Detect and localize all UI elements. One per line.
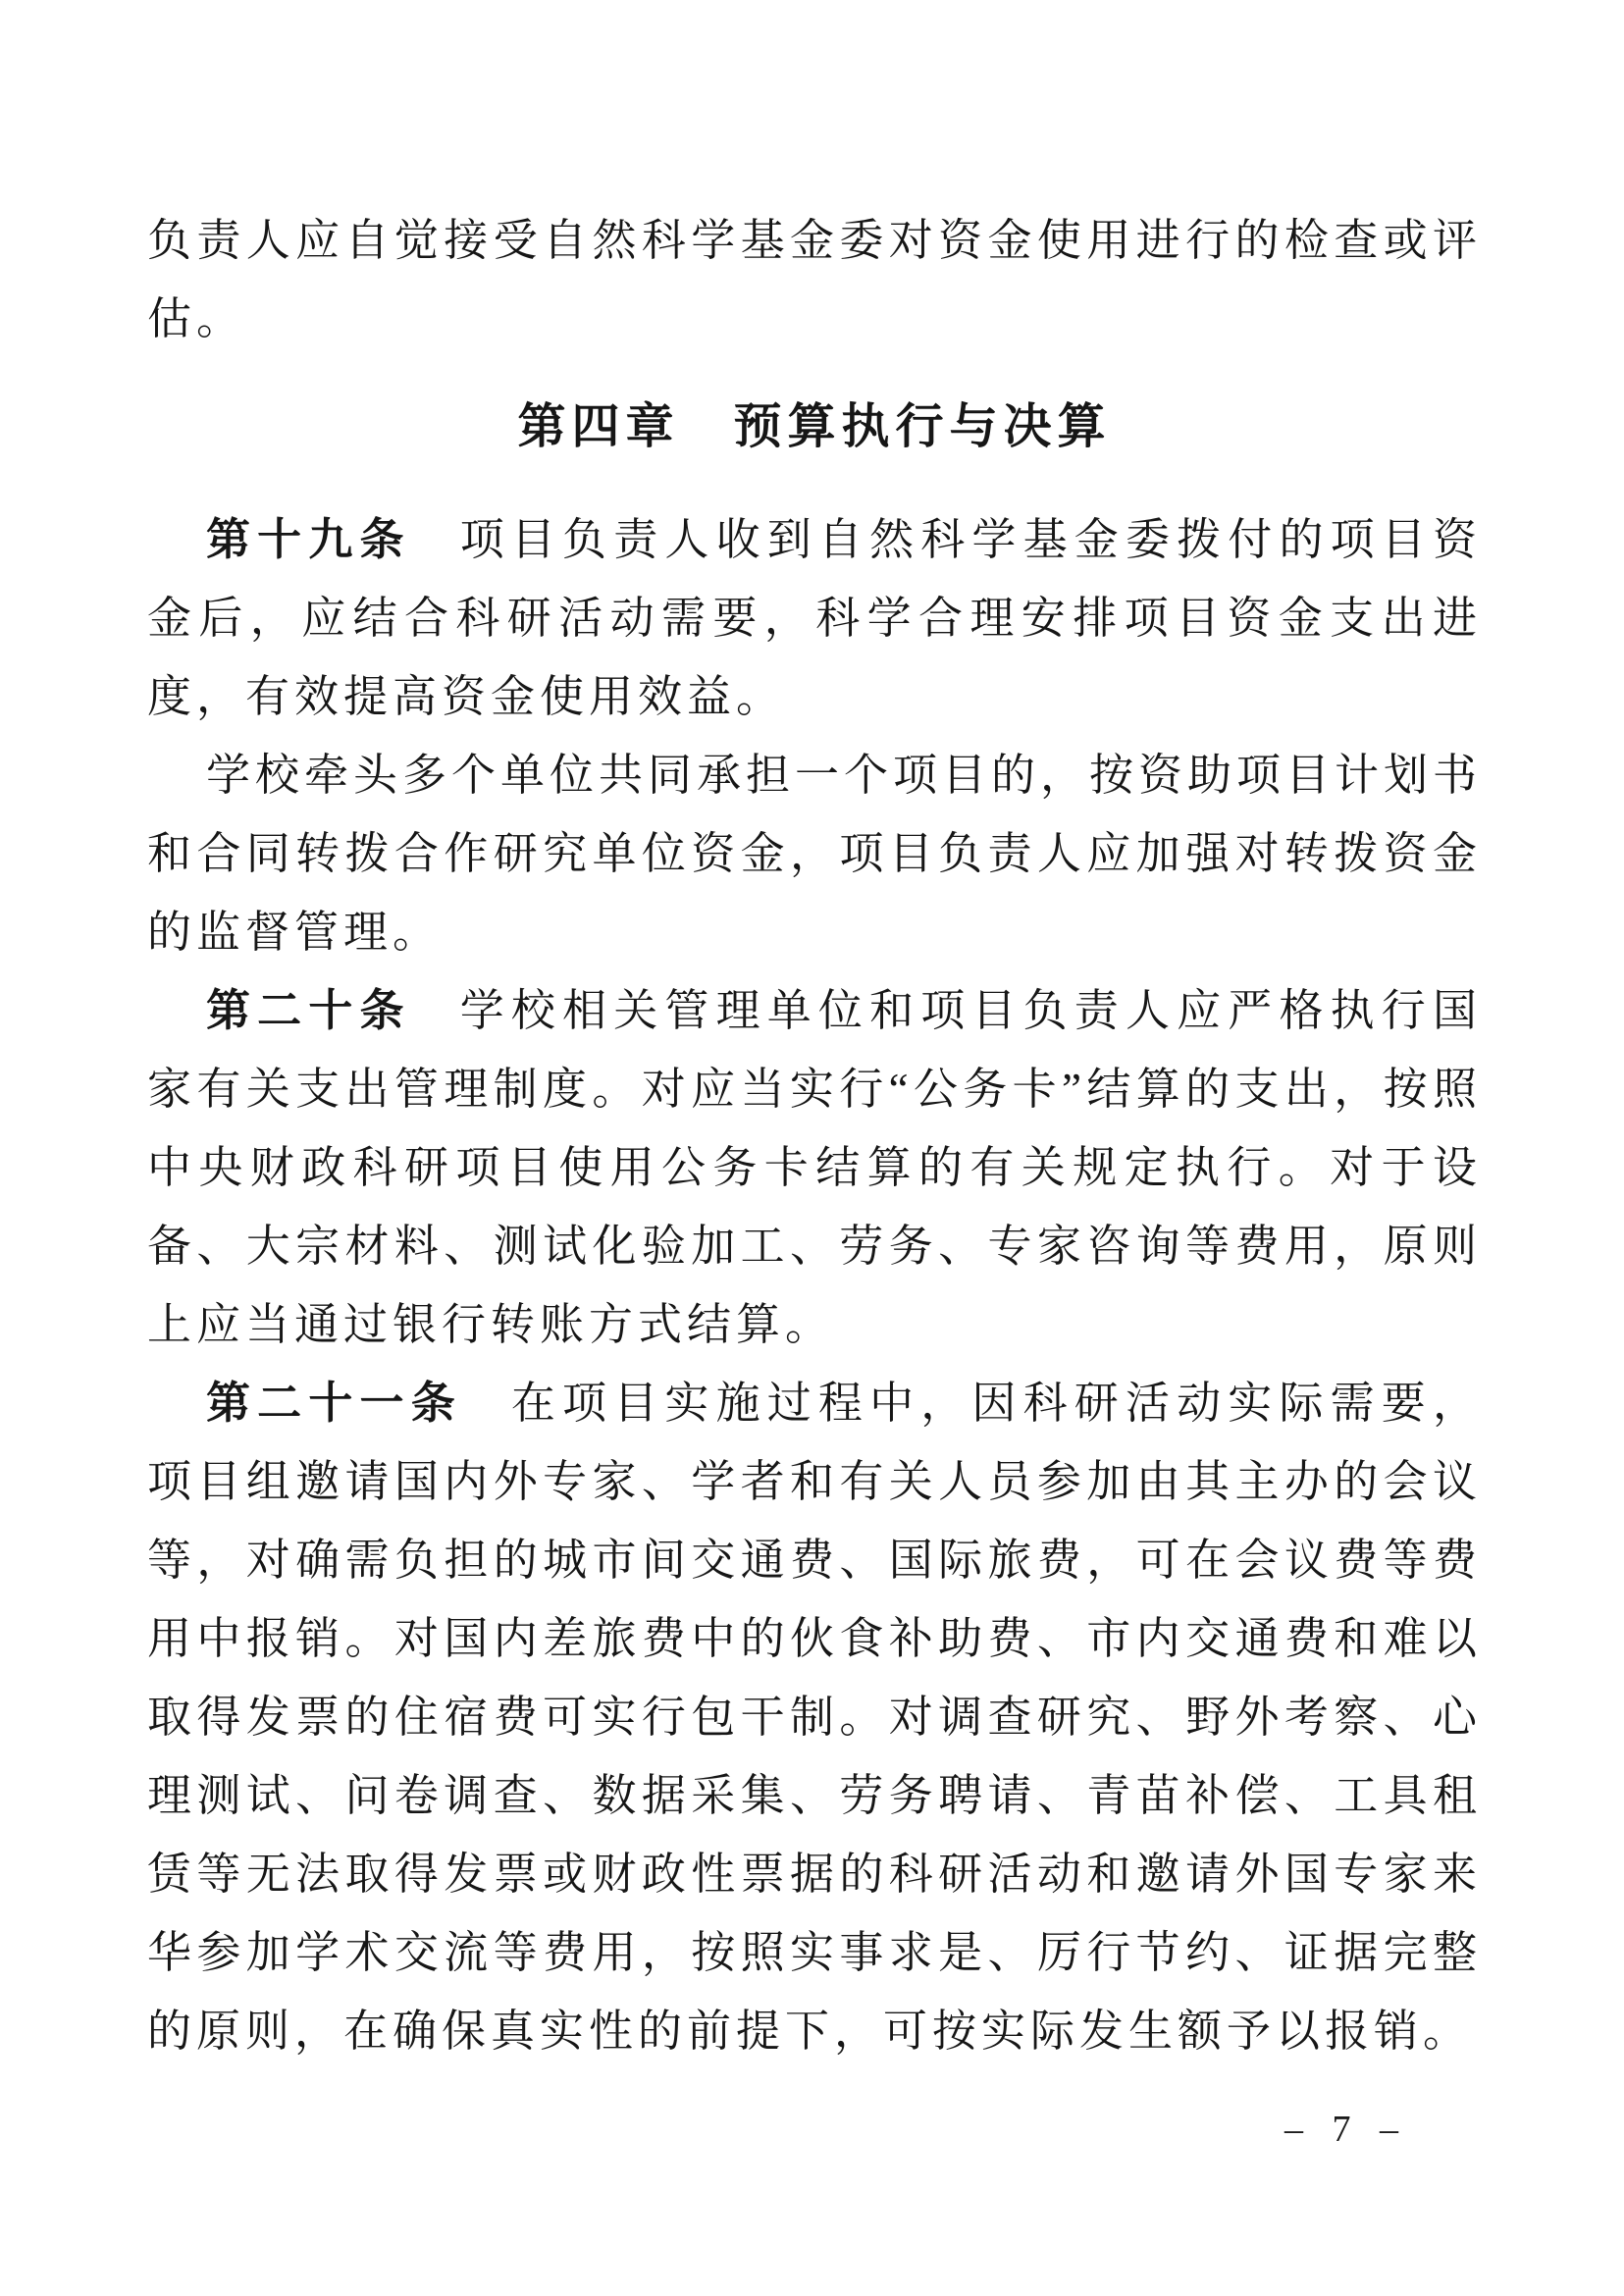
article-text-20: 学校相关管理单位和项目负责人应严格执行国家有关支出管理制度。对应当实行“公务卡”结算的支出，按照中央财政科研项目使用公务卡结算的有关规定执行。对于设备、大宗材料、测试化验加工、劳务、专家咨询等费用，原则上应当通过银行转账方式结算。 [147,986,1482,1349]
article-paragraph-21 [147,1364,1482,2070]
article-paragraph-20 [147,971,1482,1364]
page-number: – 7 – [1284,2109,1408,2150]
body-paragraph [147,736,1482,971]
article-text-19: 项目负责人收到自然科学基金委拨付的项目资金后，应结合科研活动需要，科学合理安排项目资金支出进度，有效提高资金使用效益。 [147,515,1482,721]
chapter-heading: 第四章 预算执行与决算 [517,399,1112,453]
body-paragraph-text: 学校牵头多个单位共同承担一个项目的，按资助项目计划书和合同转拨合作研究单位资金，项目负责人应加强对转拨资金的监督管理。 [147,751,1483,957]
article-paragraph-19 [147,500,1482,736]
document-body [147,201,1482,2070]
article-label-20: 第二十条 [206,986,411,1035]
continuation-paragraph: 负责人应自觉接受自然科学基金委对资金使用进行的检查或评估。 [147,216,1482,343]
article-label-19: 第十九条 [206,515,411,564]
article-text-21: 在项目实施过程中，因科研活动实际需要，项目组邀请国内外专家、学者和有关人员参加由其主办的会议等，对确需负担的城市间交通费、国际旅费，可在会议费等费用中报销。对国内差旅费中的伙食补助费、市内交通费和难以取得发票的住宿费可实行包干制。对调查研究、野外考察、心理测试、问卷调查、数据采集、劳务聘请、青苗补偿、工具租赁等无法取得发票或财政性票据的科研活动和邀请外国专家来华参加学术交流等费用，按照实事求是、厉行节约、证据完整的原则，在确保真实性的前提下，可按实际发生额予以报销。 [147,1379,1482,2056]
article-label-21: 第二十一条 [206,1379,462,1428]
